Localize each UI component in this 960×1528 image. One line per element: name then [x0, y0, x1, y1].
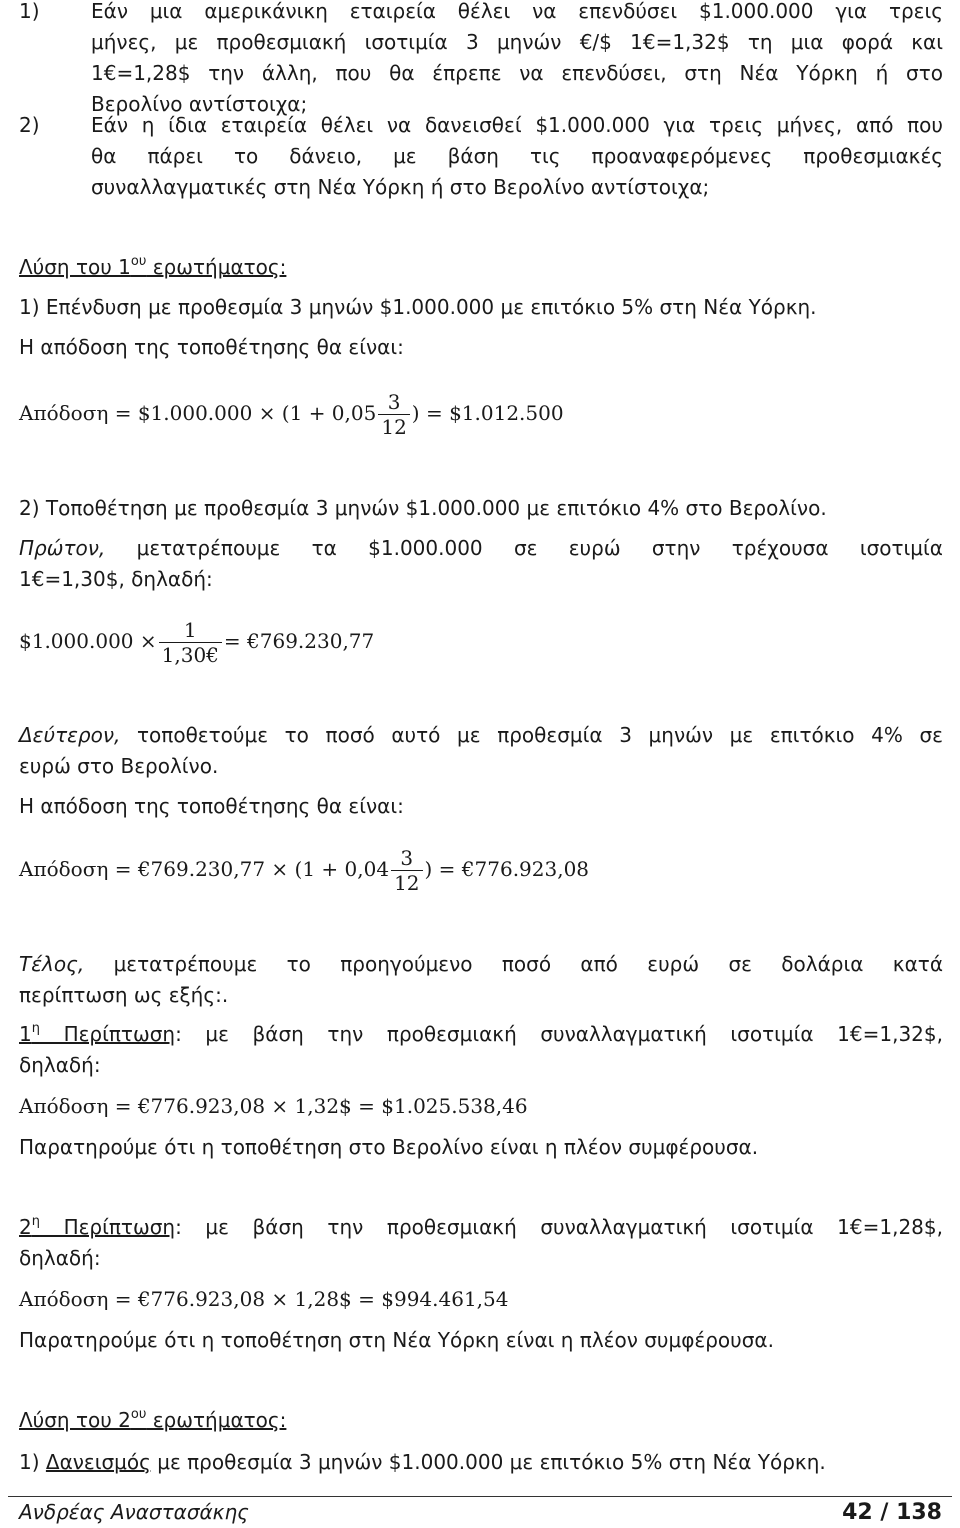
case-1-line-2: δηλαδή:	[19, 1053, 101, 1077]
solution-2-heading: Λύση του $2^{o\upsilon}$ ερωτήματος:	[19, 1407, 287, 1432]
second-step-line-2: ευρώ στο Βερολίνο.	[19, 754, 219, 778]
equation-yield-berlin: Απόδοση = €769.230,77 × (1 + 0,04 $\frac{3}{12}$ ) = €776.923,08	[19, 846, 590, 895]
case-2-line-1: $2^\eta$ Περίπτωση: με βάση την προθεσμιακή συναλλαγματική ισοτιμία 1€=1,28$,	[19, 1214, 943, 1239]
question-2-line-3: συναλλαγματικές στη Νέα Υόρκη ή στο Βερολίνο αντίστοιχα;	[91, 175, 710, 199]
case-1-note: Παρατηρούμε ότι η τοποθέτηση στο Βερολίνο είναι η πλέον συμφέρουσα.	[19, 1135, 759, 1159]
question-1-number: 1)	[19, 0, 40, 23]
equation-conversion: $1.000.000 × $\frac{1}{1,30€}$ = €769.230,77	[19, 618, 375, 667]
investment-berlin: 2) Τοποθέτηση με προθεσμία 3 μηνών $1.000.000 με επιτόκιο 4% στο Βερολίνο.	[19, 496, 827, 520]
investment-new-york: 1) Επένδυση με προθεσμία 3 μηνών $1.000.000 με επιτόκιο 5% στη Νέα Υόρκη.	[19, 295, 817, 319]
solution-1-heading: Λύση του $1^{o\upsilon}$ ερωτήματος:	[19, 254, 287, 279]
loan-new-york: 1) Δανεισμός με προθεσμία 3 μηνών $1.000.000 με επιτόκιο 5% στη Νέα Υόρκη.	[19, 1450, 826, 1474]
yield-intro: Η απόδοση της τοποθέτησης θα είναι:	[19, 335, 404, 359]
footer-divider	[8, 1496, 952, 1497]
case-2-note: Παρατηρούμε ότι η τοποθέτηση στη Νέα Υόρκη είναι η πλέον συμφέρουσα.	[19, 1328, 774, 1352]
first-step-line-1: Πρώτον, μετατρέπουμε τα $1.000.000 σε ευρώ στην τρέχουσα ισοτιμία	[19, 536, 943, 560]
final-step-line-2: περίπτωση ως εξής:.	[19, 983, 229, 1007]
question-1-line-4: Βερολίνο αντίστοιχα;	[91, 92, 308, 116]
question-2-line-2: θα πάρει το δάνειο, με βάση τις προαναφερόμενες προθεσμιακές	[91, 144, 943, 168]
first-step-line-2: 1€=1,30$, δηλαδή:	[19, 567, 213, 591]
question-2-line-1: Εάν η ίδια εταιρεία θέλει να δανεισθεί $1.000.000 για τρεις μήνες, από που	[91, 113, 943, 137]
equation-yield-new-york: Απόδοση = $1.000.000 × (1 + 0,05 $\frac{3}{12}$ ) = $1.012.500	[19, 390, 564, 439]
question-2-number: 2)	[19, 113, 40, 137]
footer-author: Ανδρέας Αναστασάκης	[19, 1500, 249, 1524]
case-2-line-2: δηλαδή:	[19, 1246, 101, 1270]
question-1-line-3: 1€=1,28$ την άλλη, που θα έπρεπε να επενδύσει, στη Νέα Υόρκη ή στο	[91, 61, 943, 85]
equation-case-1: Απόδοση = €776.923,08 × 1,32$ = $1.025.538,46	[19, 1094, 528, 1118]
final-step-line-1: Τέλος, μετατρέπουμε το προηγούμενο ποσό από ευρώ σε δολάρια κατά	[19, 952, 943, 976]
yield-intro-2: Η απόδοση της τοποθέτησης θα είναι:	[19, 794, 404, 818]
case-1-line-1: $1^\eta$ Περίπτωση: με βάση την προθεσμιακή συναλλαγματική ισοτιμία 1€=1,32$,	[19, 1021, 943, 1046]
question-1-line-1: Εάν μια αμερικάνικη εταιρεία θέλει να επενδύσει $1.000.000 για τρεις	[91, 0, 943, 23]
equation-case-2: Απόδοση = €776.923,08 × 1,28$ = $994.461,54	[19, 1287, 509, 1311]
page-number: 42 / 138	[842, 1500, 942, 1525]
second-step-line-1: Δεύτερον, τοποθετούμε το ποσό αυτό με προθεσμία 3 μηνών με επιτόκιο 4% σε	[19, 723, 943, 747]
question-1-line-2: μήνες, με προθεσμιακή ισοτιμία 3 μηνών €/$ 1€=1,32$ τη μια φορά και	[91, 30, 943, 54]
